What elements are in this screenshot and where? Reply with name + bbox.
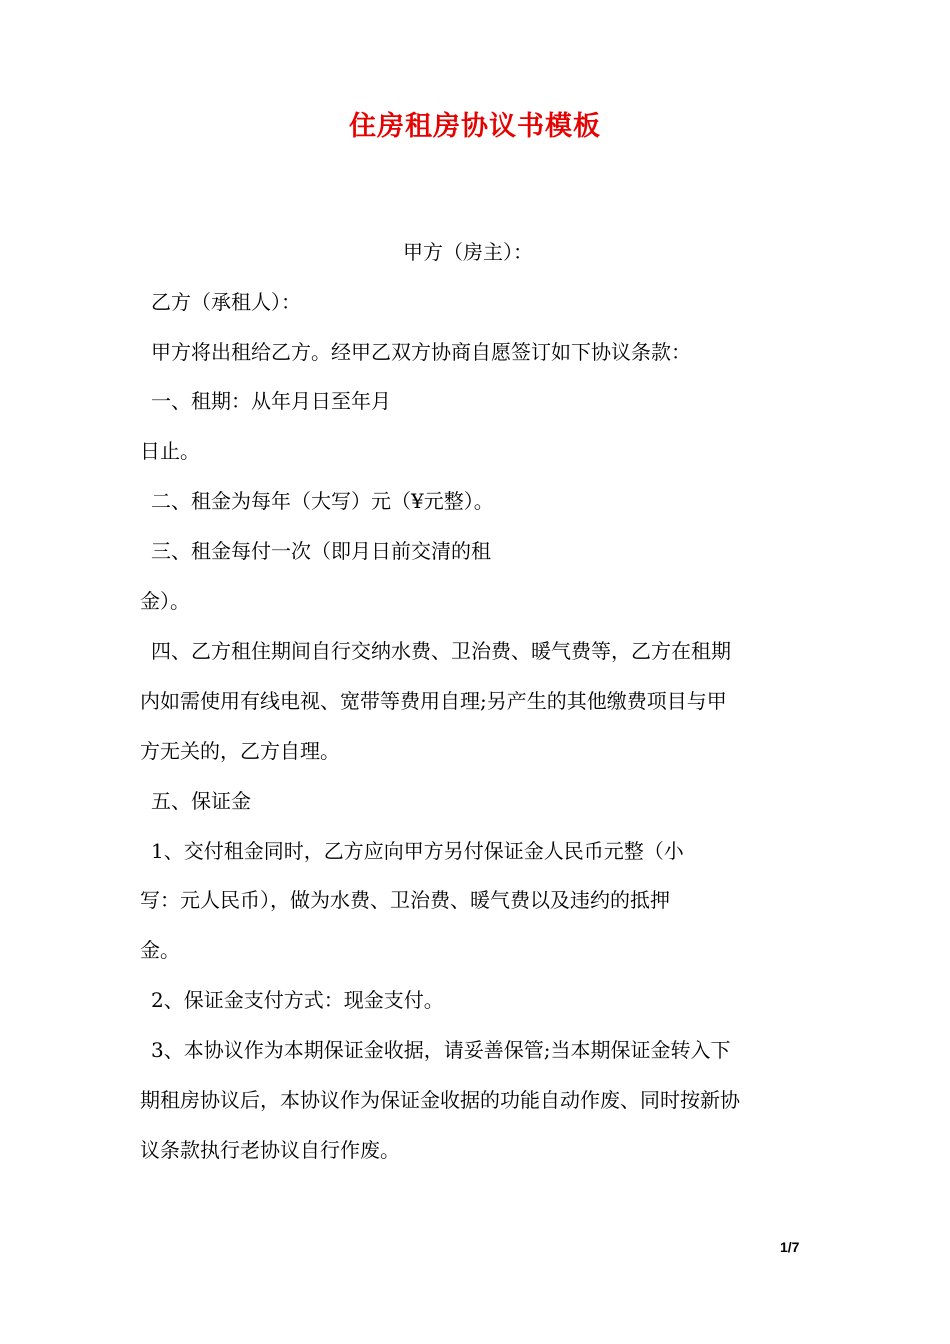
deposit-item-3-line-3: 议条款执行老协议自行作废。 [140,1138,400,1162]
clause-4-line-2: 内如需使用有线电视、宽带等费用自理;另产生的其他缴费项目与甲 [140,689,727,713]
page-number: 1/7 [780,1239,800,1255]
party-b-line: 乙方（承租人）： [151,290,301,314]
document-title: 住房租房协议书模板 [349,111,601,142]
party-a-line: 甲方（房主）： [403,240,533,264]
deposit-item-1-line-2: 写：元人民币），做为水费、卫治费、暖气费以及违约的抵押 [140,888,670,912]
clause-2-line: 二、租金为每年（大写）元（¥元整）。 [151,489,494,513]
clause-3-line-1: 三、租金每付一次（即月日前交清的租 [151,539,491,563]
deposit-item-2-line: 2、保证金支付方式：现金支付。 [151,988,444,1012]
deposit-item-3-line-1: 3、本协议作为本期保证金收据，请妥善保管;当本期保证金转入下 [151,1038,731,1062]
clause-3-line-2: 金）。 [140,589,190,613]
deposit-item-1-line-3: 金。 [140,938,180,962]
deposit-item-1-line-1: 1、交付租金同时，乙方应向甲方另付保证金人民币元整（小 [151,839,684,863]
clause-4-line-1: 四、乙方租住期间自行交纳水费、卫治费、暖气费等，乙方在租期 [151,639,731,663]
clause-1-line-1: 一、租期：从年月日至年月 [151,389,391,413]
deposit-item-3-line-2: 期租房协议后，本协议作为保证金收据的功能自动作废、同时按新协 [140,1088,740,1112]
clause-5-heading: 五、保证金 [151,789,251,813]
clause-4-line-3: 方无关的，乙方自理。 [140,739,340,763]
clause-1-line-2: 日止。 [140,439,200,463]
intro-paragraph: 甲方将出租给乙方。经甲乙双方协商自愿签订如下协议条款： [151,340,691,364]
